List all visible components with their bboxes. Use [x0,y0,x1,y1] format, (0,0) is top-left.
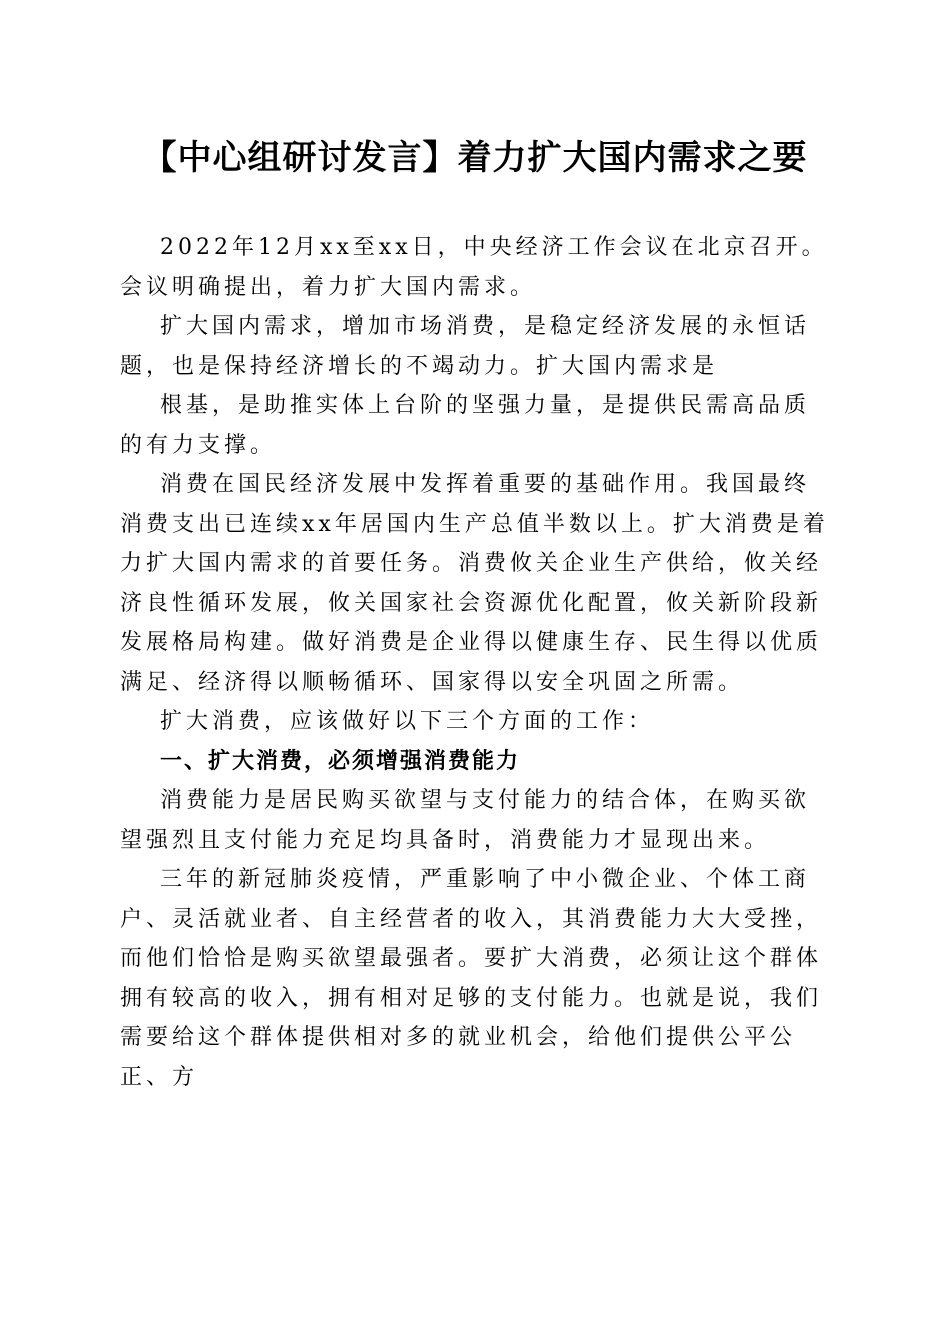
paragraph-consumption-capacity: 消费能力是居民购买欲望与支付能力的结合体，在购买欲望强烈且支付能力充足均具备时，消费能力才显现出来。 [120,788,811,853]
paragraph-pandemic-impact: 三年的新冠肺炎疫情，严重影响了中小微企业、个体工商户、灵活就业者、自主经营者的收入，其消费能力大大受挫，而他们恰恰是购买欲望最强者。要扩大消费，必须让这个群体拥有较高的收入，拥有相对足够的支付能力。也就是说，我们需要给这个群体提供相对多的就业机会，给他们提供公平公正、方 [120,867,823,1090]
document-body [120,228,832,1097]
paragraph-consumption-role: 消费在国民经济发展中发挥着重要的基础作用。我国最终消费支出已连续xx年居国内生产总值半数以上。扩大消费是着力扩大国内需求的首要任务。消费攸关企业生产供给，攸关经济良性循环发展，攸关国家社会资源优化配置，攸关新阶段新发展格局构建。做好消费是企业得以健康生存、民生得以优质满足、经济得以顺畅循环、国家得以安全巩固之所需。 [120,472,829,695]
section-heading-1: 一、扩大消费，必须增强消费能力 [160,748,521,774]
document-title: 【中心组研讨发言】着力扩大国内需求之要 [142,138,808,178]
paragraph-meeting: 2022年12月xx至xx日，中央经济工作会议在北京召开。会议明确提出，着力扩大国内需求。 [120,235,828,300]
paragraph-foundation: 根基，是助推实体上台阶的坚强力量，是提供民需高品质的有力支撑。 [120,393,811,458]
paragraph-domestic-demand: 扩大国内需求，增加市场消费，是稳定经济发展的永恒话题，也是保持经济增长的不竭动力。扩大国内需求是 [120,314,811,379]
paragraph-three-aspects: 扩大消费，应该做好以下三个方面的工作： [160,709,655,734]
